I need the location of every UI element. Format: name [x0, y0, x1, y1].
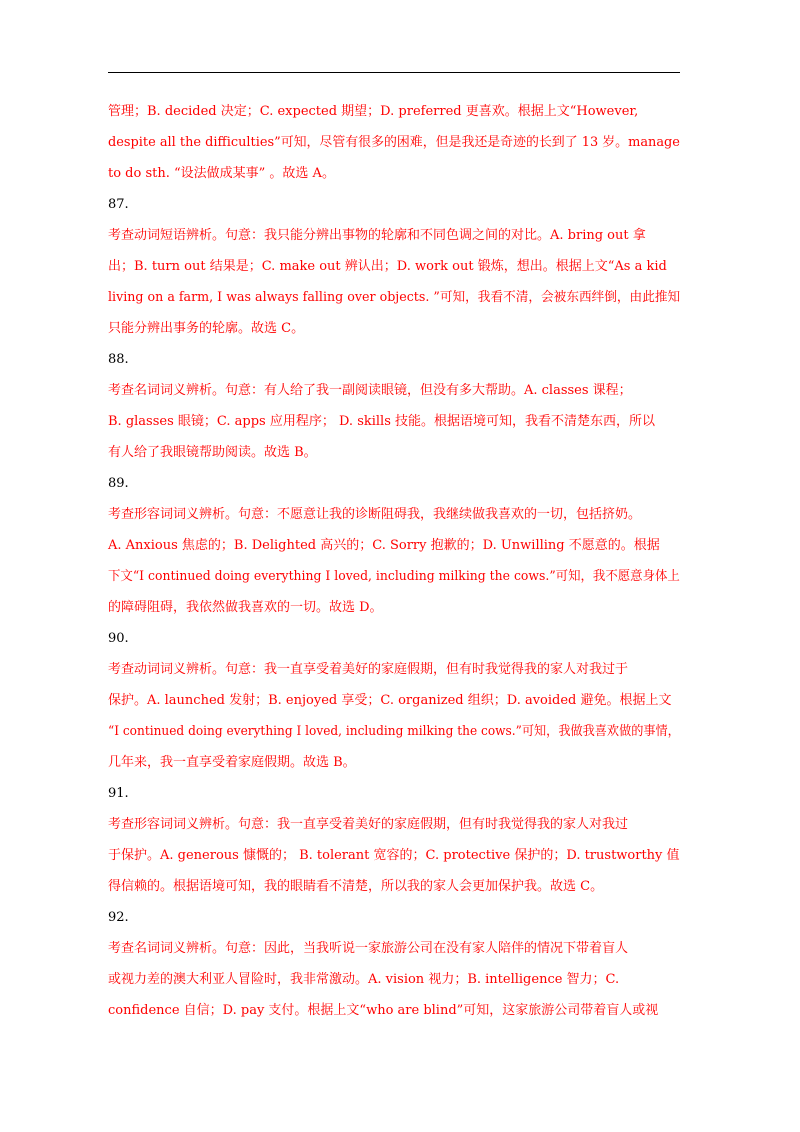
explanation-line: living on a farm, I was always falling over objects. ”可知，我看不清，会被东西绊倒，由此推知 [108, 290, 681, 305]
explanation-line: 保护。A. launched 发射；B. enjoyed 享受；C. organized 组织；D. avoided 避免。根据上文 [108, 693, 672, 708]
explanation-line: 考查形容词词义辨析。句意：我一直享受着美好的家庭假期，但有时我觉得我的家人对我过 [108, 817, 629, 832]
explanation-line: 出；B. turn out 结果是；C. make out 辨认出；D. work out 锻炼，想出。根据上文“As a kid [108, 259, 667, 274]
explanation-line: confidence 自信；D. pay 支付。根据上文“who are blind”可知，这家旅游公司带着盲人或视 [108, 1003, 659, 1018]
explanation-line: 考查形容词词义辨析。句意：不愿意让我的诊断阻碍我，我继续做我喜欢的一切，包括挤奶。 [108, 507, 642, 522]
question-explanation-block [108, 902, 680, 1026]
question-explanation-block [108, 623, 680, 778]
question-explanation-block [108, 344, 680, 468]
question-number: 89. [108, 476, 129, 491]
explanation-line: A. Anxious 焦虑的；B. Delighted 高兴的；C. Sorry 抱歉的；D. Unwilling 不愿意的。根据 [108, 538, 660, 553]
explanation-line: 的障碍阻碍，我依然做我喜欢的一切。故选 D。 [108, 600, 383, 615]
explanation-line: 考查名词词义辨析。句意：有人给了我一副阅读眼镜，但没有多大帮助。A. classes 课程； [108, 383, 632, 398]
answer-explanations [108, 96, 680, 1026]
question-explanation-block [108, 468, 680, 623]
explanation-line: 于保护。A. generous 慷慨的； B. tolerant 宽容的；C. protective 保护的；D. trustworthy 值 [108, 848, 680, 863]
question-number: 90. [108, 631, 129, 646]
explanation-line: 管理；B. decided 决定；C. expected 期望；D. preferred 更喜欢。根据上文“However, [108, 104, 639, 119]
explanation-line: 有人给了我眼镜帮助阅读。故选 B。 [108, 445, 317, 460]
explanation-line: “I continued doing everything I loved, including milking the cows.”可知，我做我喜欢做的事情， [108, 724, 680, 739]
explanation-line: 只能分辨出事务的轮廓。故选 C。 [108, 321, 305, 336]
explanation-line: 或视力差的澳大利亚人冒险时，我非常激动。A. vision 视力；B. intelligence 智力；C. [108, 972, 620, 987]
explanation-line: B. glasses 眼镜；C. apps 应用程序； D. skills 技能。根据语境可知，我看不清楚东西，所以 [108, 414, 656, 429]
explanation-line: 考查动词短语辨析。句意：我只能分辨出事物的轮廓和不同色调之间的对比。A. bring out 拿 [108, 228, 646, 243]
explanation-line: 考查动词词义辨析。句意：我一直享受着美好的家庭假期，但有时我觉得我的家人对我过于 [108, 662, 629, 677]
header-rule [108, 72, 680, 73]
question-number: 92. [108, 910, 129, 925]
question-explanation-block [108, 189, 680, 344]
question-number: 88. [108, 352, 129, 367]
explanation-line: 得信赖的。根据语境可知，我的眼睛看不清楚，所以我的家人会更加保护我。故选 C。 [108, 879, 604, 894]
question-number: 91. [108, 786, 129, 801]
explanation-line: to do sth. “设法做成某事” 。故选 A。 [108, 166, 335, 181]
explanation-line: 考查名词词义辨析。句意：因此，当我听说一家旅游公司在没有家人陪伴的情况下带着盲人 [108, 941, 629, 956]
question-explanation-block [108, 778, 680, 902]
explanation-line: 下文“I continued doing everything I loved, including milking the cows.”可知，我不愿意身体上 [108, 569, 680, 584]
question-number: 87. [108, 197, 129, 212]
explanation-line: 几年来，我一直享受着家庭假期。故选 B。 [108, 755, 356, 770]
question-explanation-block [108, 96, 680, 189]
explanation-line: despite all the difficulties”可知，尽管有很多的困难，但是我还是奇迹的长到了 13 岁。manage [108, 135, 680, 150]
